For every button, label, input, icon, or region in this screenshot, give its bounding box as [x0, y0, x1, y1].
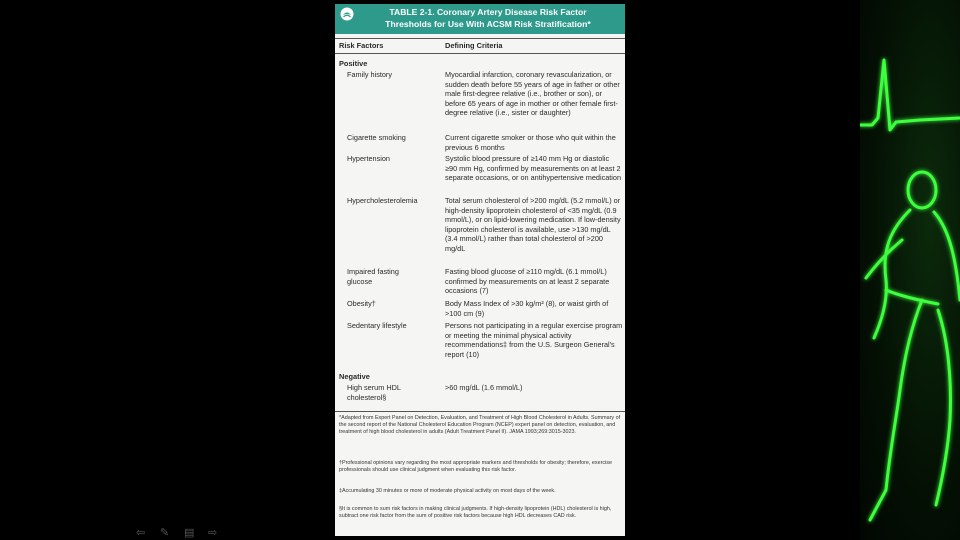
- risk-factor: Cigarette smoking: [347, 133, 406, 142]
- defining-criteria: Fasting blood glucose of ≥110 mg/dL (6.1 mmol/L) confirmed by measurements on at least 2 separate occasions (7): [445, 267, 610, 296]
- risk-factor: Hypertension: [347, 154, 390, 163]
- defining-criteria: Body Mass Index of >30 kg/m² (8), or waist girth of >100 cm (9): [445, 299, 609, 318]
- table-title: [357, 6, 619, 30]
- defining-criteria: >60 mg/dL (1.6 mmol/L): [445, 383, 523, 392]
- section-label-negative: Negative: [339, 372, 370, 381]
- defining-criteria: Current cigarette smoker or those who quit within the previous 6 months: [445, 133, 616, 152]
- menu-icon[interactable]: ▤: [184, 527, 195, 539]
- defining-criteria: Persons not participating in a regular exercise program or meeting the minimal physical activity recommendations‡ from the U.S. Surgeon General's report (10): [445, 321, 623, 359]
- running-figure-icon: [860, 0, 960, 540]
- defining-criteria: Total serum cholesterol of >200 mg/dL (5.2 mmol/L) or high-density lipoprotein cholesterol of <35 mg/dL (0.9 mmol/L), or on lipid-lowering medication. If low-density lipoprotein cholesterol is available, use >130 mg/dL (3.4 mmol/L) rather than total cholesterol of >200 mg/dL: [445, 196, 621, 253]
- defining-criteria: Systolic blood pressure of ≥140 mm Hg or diastolic ≥90 mm Hg, confirmed by measurements on at least 2 separate occasions, or on antihypertensive medication: [445, 154, 622, 183]
- column-headers: [335, 38, 625, 54]
- table-header: [335, 4, 625, 34]
- document-page: [335, 4, 625, 536]
- arrow-left-icon[interactable]: ⇦: [136, 527, 146, 539]
- risk-factor: Hypercholesterolemia: [347, 196, 418, 205]
- column-header-criteria: Defining Criteria: [445, 41, 503, 50]
- footnote: ‡Accumulating 30 minutes or more of moderate physical activity on most days of the week.: [339, 488, 556, 494]
- risk-factor: Impaired fasting glucose: [347, 267, 399, 286]
- section-label-positive: Positive: [339, 59, 368, 68]
- footnote: †Professional opinions vary regarding the most appropriate markers and thresholds for obesity; therefore, exercise professionals should use clinical judgment when evaluating this risk factor.: [339, 460, 612, 474]
- risk-factor: Sedentary lifestyle: [347, 321, 407, 330]
- risk-factor: Obesity†: [347, 299, 376, 308]
- table-title-line2: Thresholds for Use With ACSM Risk Stratification*: [385, 19, 591, 29]
- column-header-factor: Risk Factors: [339, 41, 384, 50]
- defining-criteria: Myocardial infarction, coronary revascularization, or sudden death before 55 years of age in father or other male first-degree relative (i.e., brother or son), or before 65 years of age in mother or other female first-degree relative (i.e., sister or daughter): [445, 70, 620, 118]
- arrow-right-icon[interactable]: ⇨: [208, 527, 218, 539]
- footnote: *Adapted from Expert Panel on Detection, Evaluation, and Treatment of High Blood Cholesterol in Adults. Summary of the second report of the National Cholesterol Education Program (NCEP) expert panel on detection, evaluation, and treatment of high blood cholesterol in adults (Adult Treatment Panel II). JAMA 1993;269:3015-3023.: [339, 415, 621, 436]
- ecg-runner-graphic: [860, 0, 960, 540]
- risk-factor: High serum HDL cholesterol§: [347, 383, 401, 402]
- footnote-divider: [335, 411, 625, 412]
- footnote: §It is common to sum risk factors in making clinical judgments. If high-density lipoprotein (HDL) cholesterol is high, subtract one risk factor from the sum of positive risk factors because high HDL decreases CAD risk.: [339, 506, 612, 520]
- publisher-logo-icon: [340, 7, 354, 21]
- pen-icon[interactable]: ✎: [160, 527, 170, 539]
- table-title-line1: TABLE 2-1. Coronary Artery Disease Risk Factor: [389, 7, 587, 17]
- risk-factor: Family history: [347, 70, 393, 79]
